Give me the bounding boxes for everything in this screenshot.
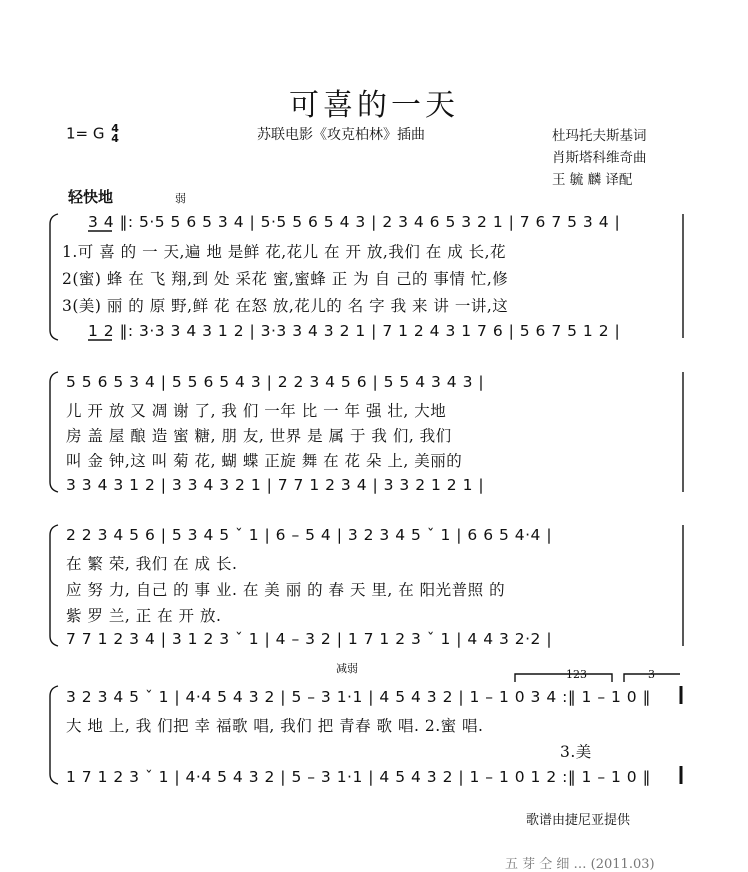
volta-first-label: 123	[566, 668, 587, 681]
volta-second-label: 3	[648, 668, 655, 681]
system-4-melody: 3 2 3 4 5 ˇ 1 | 4·4 5 4 3 2 | 5 – 3 1·1 | 4 5 4 3 2 | 1 – 1 0 3 4 :‖ 1 – 1 0 ‖	[66, 688, 651, 706]
system-3-harmony: 7 7 1 2 3 4 | 3 1 2 3 ˇ 1 | 4 – 3 2 | 1 7 1 2 3 ˇ 1 | 4 4 3 2·2 |	[66, 630, 553, 648]
subtitle: 苏联电影《攻克柏林》插曲	[257, 127, 425, 143]
system-1-lyric-3: 3(美) 丽 的 原 野,鲜 花 在怒 放,花儿的 名 字 我 来 讲 一讲,这	[62, 297, 509, 315]
lyricist-credit: 杜玛托夫斯基词	[552, 128, 647, 144]
system-3-bracket	[50, 525, 58, 646]
system-1-lyric-1: 1.可 喜 的 一 天,遍 地 是鲜 花,花儿 在 开 放,我们 在 成 长,花	[62, 243, 507, 261]
system-1-lyric-2: 2(蜜) 蜂 在 飞 翔,到 处 采花 蜜,蜜蜂 正 为 自 己的 事情 忙,修	[62, 270, 509, 288]
system-4-lyric-1: 大 地 上, 我 们把 幸 福歌 唱, 我们 把 青春 歌 唱. 2.蜜 唱.	[66, 717, 484, 735]
system-2-lyric-3: 叫 金 钟,这 叫 菊 花, 蝴 蝶 正旋 舞 在 花 朵 上, 美丽的	[66, 452, 463, 470]
system-3-melody: 2 2 3 4 5 6 | 5 3 4 5 ˇ 1 | 6 – 5 4 | 3 2 3 4 5 ˇ 1 | 6 6 5 4·4 |	[66, 526, 553, 544]
volta-second-bracket	[624, 674, 680, 682]
system-3-lyric-1: 在 繁 荣, 我们 在 成 长.	[66, 555, 238, 573]
system-2-lyric-2: 房 盖 屋 酿 造 蜜 糖, 朋 友, 世界 是 属 于 我 们, 我们	[66, 427, 452, 445]
translator-credit: 王 毓 麟 译配	[552, 172, 633, 188]
system-4-bracket	[50, 686, 58, 784]
dynamic-soft: 弱	[175, 192, 186, 205]
system-2-bracket	[50, 372, 58, 492]
dynamic-decresc: 减弱	[336, 662, 358, 675]
time-bottom: 4	[111, 132, 119, 145]
system-2-harmony: 3 3 4 3 1 2 | 3 3 4 3 2 1 | 7 7 1 2 3 4 | 3 3 2 1 2 1 |	[66, 476, 485, 494]
system-1-harmony: 1 2 ‖: 3·3 3 4 3 1 2 | 3·3 3 4 3 2 1 | 7 1 2 4 3 1 7 6 | 5 6 7 5 1 2 |	[88, 322, 621, 340]
system-3-lyric-3: 紫 罗 兰, 正 在 开 放.	[66, 607, 222, 625]
system-2-lyric-1: 儿 开 放 又 凋 谢 了, 我 们 一年 比 一 年 强 壮, 大地	[66, 402, 447, 420]
composer-credit: 肖斯塔科维奇曲	[552, 150, 647, 166]
system-1-bracket	[50, 214, 58, 340]
footer-provider: 歌谱由捷尼亚提供	[526, 813, 631, 828]
footer-cutoff: 五 芽 仝 细 … (2011.03)	[505, 857, 655, 872]
system-4-lyric-2: 3.美	[560, 743, 592, 761]
system-3-lyric-2: 应 努 力, 自己 的 事 业. 在 美 丽 的 春 天 里, 在 阳光普照 的	[66, 581, 506, 599]
song-title: 可喜的一天	[289, 88, 459, 123]
system-4-harmony: 1 7 1 2 3 ˇ 1 | 4·4 5 4 3 2 | 5 – 3 1·1 | 4 5 4 3 2 | 1 – 1 0 1 2 :‖ 1 – 1 0 ‖	[66, 768, 651, 786]
volta-first-bracket	[515, 674, 612, 682]
time-top: 4	[111, 122, 119, 135]
system-1-melody: 3 4 ‖: 5·5 5 6 5 3 4 | 5·5 5 6 5 4 3 | 2 3 4 6 5 3 2 1 | 7 6 7 5 3 4 |	[88, 213, 621, 231]
key-label: 1= G	[66, 124, 105, 143]
system-2-melody: 5 5 6 5 3 4 | 5 5 6 5 4 3 | 2 2 3 4 5 6 | 5 5 4 3 4 3 |	[66, 373, 485, 391]
tempo-marking: 轻快地	[68, 188, 114, 206]
